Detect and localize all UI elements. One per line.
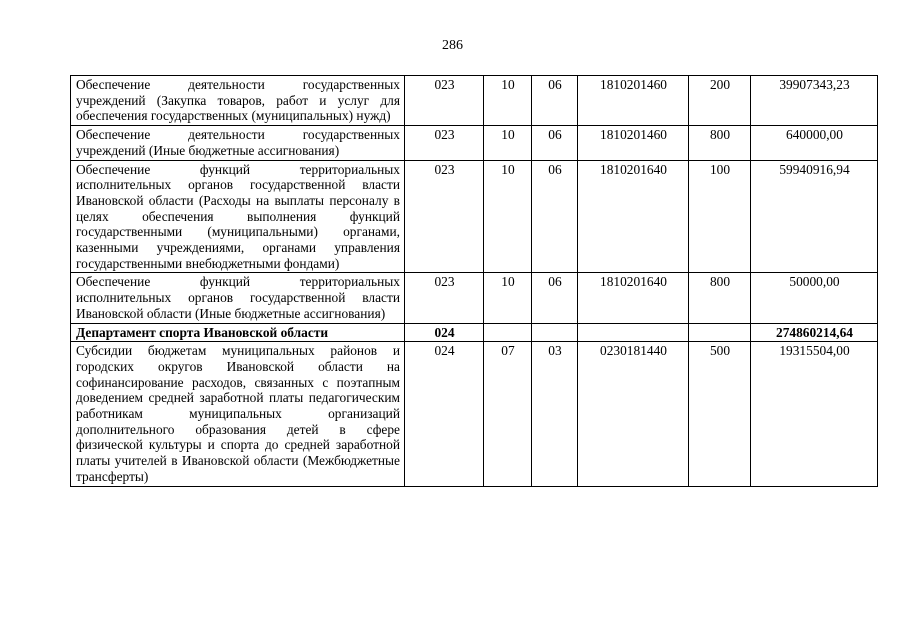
expense-type-code: 800 [689, 273, 751, 323]
section-code: 10 [484, 160, 532, 273]
amount: 39907343,23 [751, 76, 878, 126]
section-code: 10 [484, 76, 532, 126]
target-code: 1810201640 [578, 273, 689, 323]
admin-code: 024 [405, 323, 484, 342]
subsection-code: 06 [532, 76, 578, 126]
table-row [71, 342, 878, 486]
row-name: Обеспечение функций территориальных исполнительных органов государственной власти Ивановской области (Иные бюджетные ассигнования) [71, 273, 405, 323]
amount: 19315504,00 [751, 342, 878, 486]
target-code: 1810201640 [578, 160, 689, 273]
table-row [71, 160, 878, 273]
expense-type-code: 800 [689, 126, 751, 160]
row-name: Субсидии бюджетам муниципальных районов и городских округов Ивановской области на софинансирование расходов, связанных с поэтапным доведением средней заработной платы педагогическим работникам муниципальных организаций дополнительного образования детей в сфере физической культуры и спорта до средней заработной платы учителей в Ивановской области (Межбюджетные трансферты) [71, 342, 405, 486]
page-number: 286 [442, 38, 463, 53]
target-code: 1810201460 [578, 76, 689, 126]
amount: 50000,00 [751, 273, 878, 323]
department-name: Департамент спорта Ивановской области [71, 323, 405, 342]
budget-table [70, 75, 878, 487]
admin-code: 023 [405, 126, 484, 160]
section-code: 10 [484, 273, 532, 323]
table-row [71, 76, 878, 126]
target-code: 0230181440 [578, 342, 689, 486]
admin-code: 023 [405, 76, 484, 126]
section-code: 10 [484, 126, 532, 160]
expense-type-code [689, 323, 751, 342]
subsection-code: 06 [532, 126, 578, 160]
admin-code: 023 [405, 160, 484, 273]
subsection-code [532, 323, 578, 342]
subsection-code: 03 [532, 342, 578, 486]
amount: 59940916,94 [751, 160, 878, 273]
admin-code: 023 [405, 273, 484, 323]
row-name: Обеспечение деятельности государственных учреждений (Иные бюджетные ассигнования) [71, 126, 405, 160]
table-row [71, 273, 878, 323]
department-total: 274860214,64 [751, 323, 878, 342]
subsection-code: 06 [532, 273, 578, 323]
expense-type-code: 200 [689, 76, 751, 126]
admin-code: 024 [405, 342, 484, 486]
section-code: 07 [484, 342, 532, 486]
amount: 640000,00 [751, 126, 878, 160]
table-row [71, 126, 878, 160]
target-code [578, 323, 689, 342]
subsection-code: 06 [532, 160, 578, 273]
row-name: Обеспечение деятельности государственных учреждений (Закупка товаров, работ и услуг для обеспечения государственных (муниципальных) нужд) [71, 76, 405, 126]
section-code [484, 323, 532, 342]
expense-type-code: 500 [689, 342, 751, 486]
target-code: 1810201460 [578, 126, 689, 160]
row-name: Обеспечение функций территориальных исполнительных органов государственной власти Ивановской области (Расходы на выплаты персоналу в целях обеспечения выполнения функций государственными (муниципальными) органами, казенными учреждениями, органами управления государственными внебюджетными фондами) [71, 160, 405, 273]
department-row [71, 323, 878, 342]
expense-type-code: 100 [689, 160, 751, 273]
